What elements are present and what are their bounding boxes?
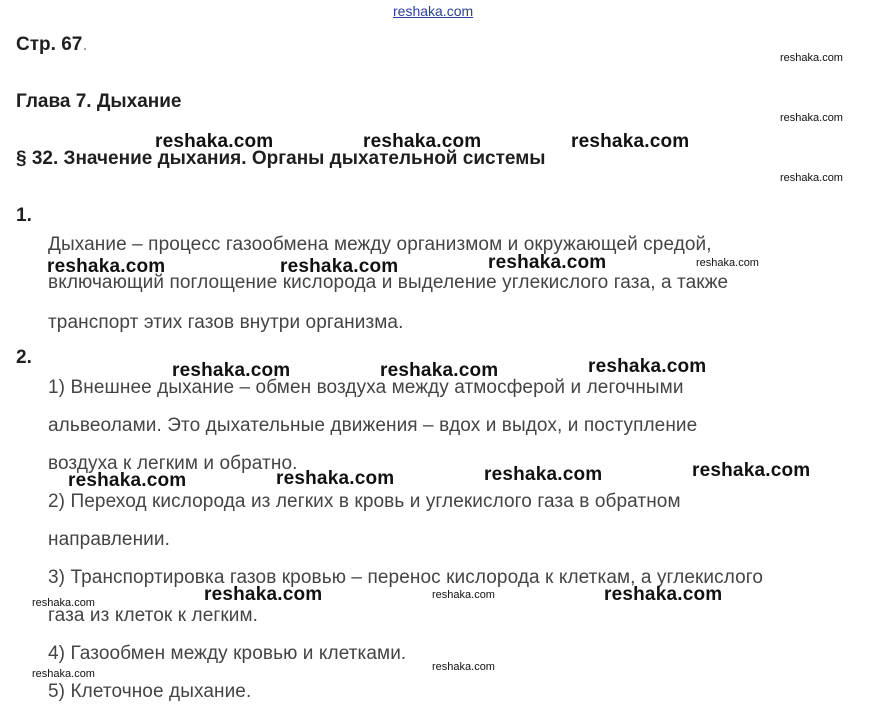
answer-line: 4) Газообмен между кровью и клетками. bbox=[48, 643, 407, 664]
watermark-small: reshaka.com bbox=[696, 257, 759, 269]
answer-line: альвеолами. Это дыхательные движения – вдох и выдох, и поступление bbox=[48, 415, 698, 436]
watermark-large: reshaka.com bbox=[276, 468, 395, 489]
watermark-small: reshaka.com bbox=[780, 112, 843, 124]
answer-number: 1. bbox=[16, 205, 32, 226]
answer-number: 2. bbox=[16, 347, 32, 368]
watermark-large: reshaka.com bbox=[155, 131, 274, 152]
watermark-large: reshaka.com bbox=[588, 356, 707, 377]
answer-line: 1) Внешнее дыхание – обмен воздуха между атмосферой и легочными bbox=[48, 377, 684, 398]
watermark-large: reshaka.com bbox=[280, 256, 399, 277]
answer-line: газа из клеток к легким. bbox=[48, 605, 259, 626]
answer-line: 2) Переход кислорода из легких в кровь и углекислого газа в обратном bbox=[48, 491, 681, 512]
watermark-small: reshaka.com bbox=[32, 597, 95, 609]
answer-line: включающий поглощение кислорода и выделение углекислого газа, а также bbox=[48, 272, 729, 293]
chapter-title: Глава 7. Дыхание bbox=[16, 91, 182, 112]
watermark-large: reshaka.com bbox=[484, 464, 603, 485]
watermark-large: reshaka.com bbox=[68, 470, 187, 491]
answer-line: 3) Транспортировка газов кровью – перенос кислорода к клеткам, а углекислого bbox=[48, 567, 764, 588]
watermark-large: reshaka.com bbox=[47, 256, 166, 277]
answer-line: направлении. bbox=[48, 529, 170, 550]
watermark-large: reshaka.com bbox=[204, 584, 323, 605]
answer-line: 5) Клеточное дыхание. bbox=[48, 681, 252, 702]
watermark-large: reshaka.com bbox=[604, 584, 723, 605]
page-number bbox=[16, 34, 88, 56]
watermark-small: reshaka.com bbox=[432, 661, 495, 673]
site-watermark-link[interactable]: reshaka.com bbox=[393, 3, 474, 19]
section-title: § 32. Значение дыхания. Органы дыхательной системы bbox=[16, 148, 546, 169]
answer-line: воздуха к легким и обратно. bbox=[48, 453, 298, 474]
page-number-text: Стр. 67 bbox=[16, 34, 83, 55]
answer-line: Дыхание – процесс газообмена между организмом и окружающей средой, bbox=[48, 234, 712, 255]
watermark-large: reshaka.com bbox=[363, 131, 482, 152]
watermark-small: reshaka.com bbox=[780, 172, 843, 184]
watermark-small: reshaka.com bbox=[432, 589, 495, 601]
watermark-large: reshaka.com bbox=[692, 460, 811, 481]
watermark-large: reshaka.com bbox=[571, 131, 690, 152]
answer-line: транспорт этих газов внутри организма. bbox=[48, 312, 404, 333]
page-number-dot: . bbox=[82, 34, 88, 55]
watermark-large: reshaka.com bbox=[488, 252, 607, 273]
watermark-large: reshaka.com bbox=[380, 360, 499, 381]
watermark-small: reshaka.com bbox=[32, 668, 95, 680]
watermark-large: reshaka.com bbox=[172, 360, 291, 381]
watermark-small: reshaka.com bbox=[780, 52, 843, 64]
